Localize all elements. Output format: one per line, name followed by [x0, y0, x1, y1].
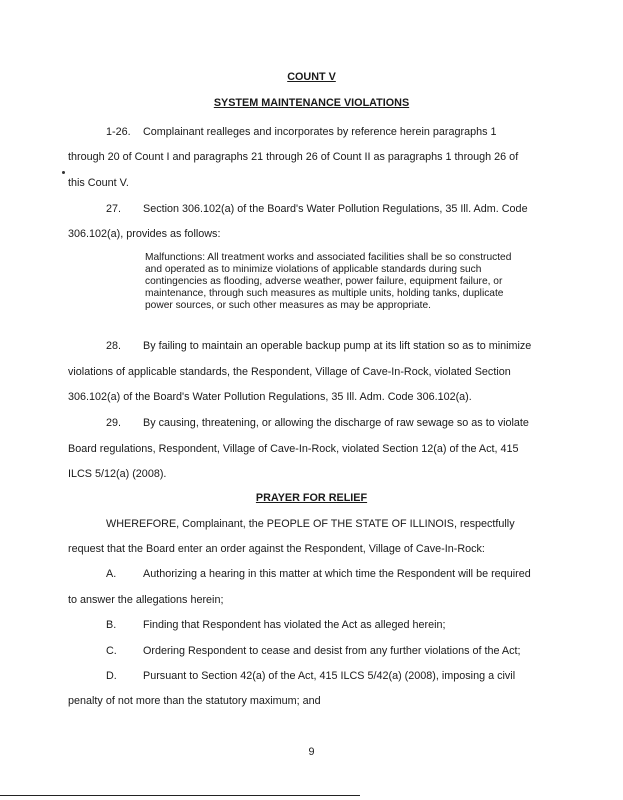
section-heading: SYSTEM MAINTENANCE VIOLATIONS: [213, 97, 410, 109]
item-line: penalty of not more than the statutory maximum; and: [68, 695, 321, 707]
item-letter: B.: [106, 619, 117, 631]
para-line: 306.102(a) of the Board's Water Pollution Regulations, 35 Ill. Adm. Code 306.102(a).: [68, 391, 472, 403]
para-line: By failing to maintain an operable backup pump at its lift station so as to minimize: [143, 340, 532, 352]
para-line: By causing, threatening, or allowing the discharge of raw sewage so as to violate: [143, 417, 529, 429]
para-line: ILCS 5/12(a) (2008).: [68, 468, 167, 480]
item-letter: C.: [106, 645, 117, 657]
para-number: 1-26.: [106, 126, 131, 138]
para-number: 27.: [106, 203, 122, 215]
para-line: violations of applicable standards, the Respondent, Village of Cave-In-Rock, violated Section: [68, 366, 511, 378]
block-quote: Malfunctions: All treatment works and associated facilities shall be so constructed and operated as to minimize violations of applicable standards during such contingencies as flooding, adverse weather, power failure, equipment failure, or maintenance, through such measures as multiple units, holding tanks, duplicate power sources, or such other measures as may be appropriate.: [145, 252, 512, 311]
item-line: Ordering Respondent to cease and desist from any further violations of the Act;: [143, 645, 521, 657]
para-line: request that the Board enter an order against the Respondent, Village of Cave-In-Rock:: [68, 543, 485, 555]
para-line: this Count V.: [68, 177, 129, 189]
item-line: to answer the allegations herein;: [68, 594, 224, 606]
para-line: 306.102(a), provides as follows:: [68, 228, 221, 240]
para-line: Board regulations, Respondent, Village of Cave-In-Rock, violated Section 12(a) of the Act, 415: [68, 443, 519, 455]
para-line: through 20 of Count I and paragraphs 21 through 26 of Count II as paragraphs 1 through 26 of: [68, 151, 519, 163]
para-line: Section 306.102(a) of the Board's Water Pollution Regulations, 35 Ill. Adm. Code: [143, 203, 528, 215]
item-line: Authorizing a hearing in this matter at which time the Respondent will be required: [143, 568, 531, 580]
para-number: 29.: [106, 417, 122, 429]
item-line: Finding that Respondent has violated the Act as alleged herein;: [143, 619, 446, 631]
item-letter: A.: [106, 568, 117, 580]
prayer-heading: PRAYER FOR RELIEF: [255, 492, 368, 504]
para-line: Complainant realleges and incorporates by reference herein paragraphs 1: [143, 126, 497, 138]
footer-rule: [0, 795, 360, 796]
para-number: 28.: [106, 340, 122, 352]
item-letter: D.: [106, 670, 117, 682]
para-line: WHEREFORE, Complainant, the PEOPLE OF THE STATE OF ILLINOIS, respectfully: [106, 518, 515, 530]
page-number: 9: [308, 746, 315, 758]
stray-mark: [62, 171, 65, 174]
item-line: Pursuant to Section 42(a) of the Act, 415 ILCS 5/42(a) (2008), imposing a civil: [143, 670, 516, 682]
count-heading: COUNT V: [287, 71, 336, 83]
